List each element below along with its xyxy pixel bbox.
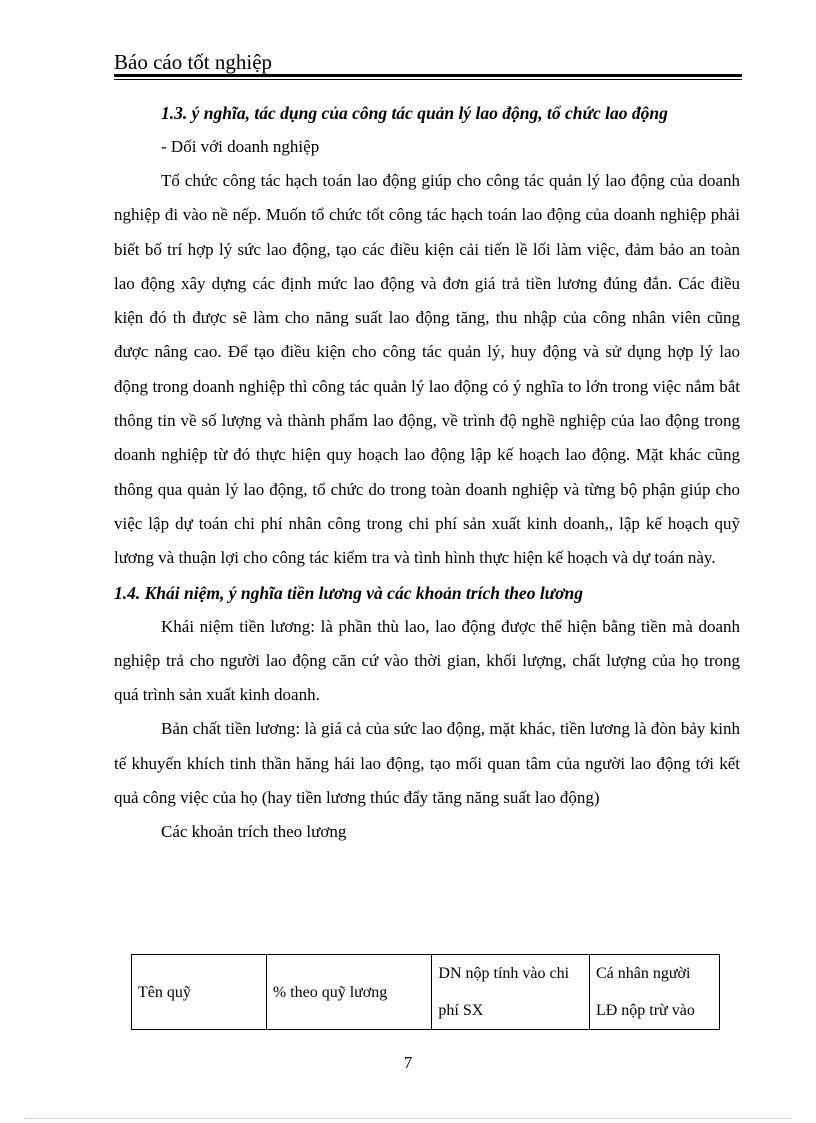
section-1-3-paragraph: Tổ chức công tác hạch toán lao động giúp cho công tác quản lý lao động của doanh nghiệp đi vào nề nếp. Muốn tổ chức tốt công tác hạch toán lao động của doanh nghiệp phải biết bố trí hợp lý sức lao động, tạo các điều kiện cải tiến lề lối làm việc, đảm bảo an toàn lao động xây dựng các định mức lao động và đơn giá trả tiền lương đúng đắn. Các điều kiện đó th được sẽ làm cho năng suất lao động tăng, thu nhập của công nhân viên cũng được nâng cao. Để tạo điều kiện cho công tác quản lý, huy động và sử dụng hợp lý lao động trong doanh nghiệp thì công tác quản lý lao động có ý nghĩa to lớn trong việc nắm bắt thông tin về số lượng và thành phẩm lao động, về trình độ nghề nghiệp của lao động trong doanh nghiệp từ đó thực hiện quy hoạch lao động lập kế hoạch lao động. Mặt khác cũng thông qua quản lý lao động, tổ chức do trong toàn doanh nghiệp và từng bộ phận giúp cho việc lập dự toán chi phí nhân công trong chi phí sản xuất kinh doanh,, lập kế hoạch quỹ lương và thuận lợi cho công tác kiểm tra và tình hình thực hiện kế hoạch và dự toán này. (114, 171, 740, 568)
table-header-fund-name: Tên quỹ (132, 955, 267, 1030)
page-bottom-divider (24, 1118, 792, 1119)
table-header-company-share: DN nộp tính vào chi phí SX (432, 955, 590, 1030)
section-1-4-paragraph-2: Bản chất tiền lương: là giá cả của sức lao động, mặt khác, tiền lương là đòn bảy kinh tế khuyến khích tinh thần hăng hái lao động, tạo mối quan tâm của người lao động tới kết quả công việc của họ (hay tiền lương thúc đẩy tăng năng suất lao động) (114, 719, 740, 808)
section-1-4-paragraph-1: Khái niệm tiền lương: là phần thù lao, lao động được thể hiện bằng tiền mà doanh nghiệp trả cho người lao động căn cứ vào thời gian, khối lượng, chất lượng của họ trong quá trình sản xuất kinh doanh. (114, 616, 740, 705)
page-content (114, 96, 740, 849)
header-rule-thin (114, 79, 742, 80)
document-header: Báo cáo tốt nghiệp (114, 50, 273, 74)
section-1-4-heading: 1.4. Khái niệm, ý nghĩa tiền lương và các khoản trích theo lương (114, 582, 584, 603)
section-1-3-heading: 1.3. ý nghĩa, tác dụng của công tác quản lý lao động, tổ chức lao động (161, 103, 668, 123)
table-caption: Các khoản trích theo lương (161, 822, 347, 842)
table-header-employee-share: Cá nhân người LĐ nộp trừ vào (589, 955, 719, 1030)
deductions-table (131, 954, 720, 1030)
table-header-percent: % theo quỹ lương (266, 955, 432, 1030)
section-1-3-subheading: - Dối với doanh nghiệp (161, 137, 320, 156)
table-header-row (132, 955, 720, 1030)
page-number: 7 (403, 1053, 413, 1072)
header-rule-thick (114, 74, 742, 77)
